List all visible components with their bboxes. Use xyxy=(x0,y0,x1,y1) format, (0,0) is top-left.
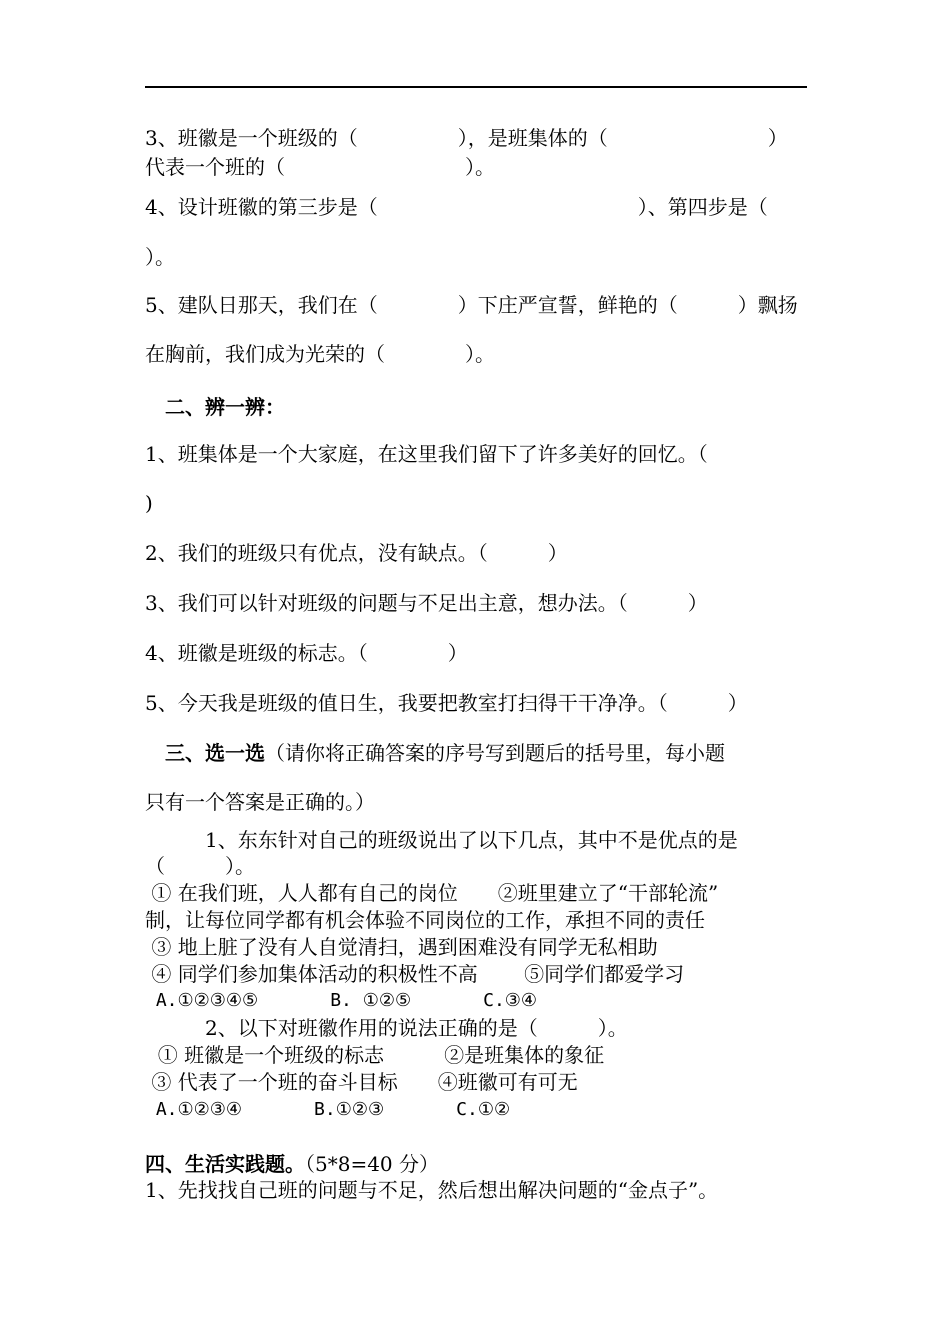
q5-line2: 在胸前，我们成为光荣的（ ）。 xyxy=(145,342,495,366)
q3-line1: 3、班徽是一个班级的（ ），是班集体的（ ） xyxy=(145,126,788,150)
section4-heading-line xyxy=(145,1152,439,1176)
s2-item1: 1、班集体是一个大家庭，在这里我们留下了许多美好的回忆。（ xyxy=(145,442,708,466)
section4-heading: 四、生活实践题。 xyxy=(145,1152,305,1176)
section3-heading: 三、选一选 xyxy=(165,741,265,765)
section3-instruction-2: 只有一个答案是正确的。） xyxy=(145,790,375,814)
s2-item3: 3、我们可以针对班级的问题与不足出主意，想办法。（ ） xyxy=(145,591,708,615)
section4-score: （5*8=40 分） xyxy=(305,1152,440,1176)
s2-item1-close: ) xyxy=(145,491,153,515)
s3-q2-opt1: ① 班徽是一个班级的标志 ②是班集体的象征 xyxy=(145,1043,605,1067)
section2-heading: 二、辨一辨： xyxy=(165,395,285,419)
q4-line1: 4、设计班徽的第三步是（ ）、第四步是（ xyxy=(145,195,768,219)
q4-line2: ）。 xyxy=(145,245,175,269)
top-rule xyxy=(145,86,807,88)
s3-q1-line2: （ ）。 xyxy=(145,854,255,878)
s3-q1-opt4: ④ 同学们参加集体活动的积极性不高 ⑤同学们都爱学习 xyxy=(145,962,685,986)
s3-q1-opt1: ① 在我们班，人人都有自己的岗位 ②班里建立了“干部轮流” xyxy=(145,881,719,905)
s3-q1-opt2: 制，让每位同学都有机会体验不同岗位的工作，承担不同的责任 xyxy=(145,908,705,932)
s3-q1-answers: A.①②③④⑤ B. ①②⑤ C.③④ xyxy=(145,990,538,1011)
s3-q1-line1: 1、东东针对自己的班级说出了以下几点，其中不是优点的是 xyxy=(145,828,738,852)
s3-q2-opt2: ③ 代表了一个班的奋斗目标 ④班徽可有可无 xyxy=(145,1070,578,1094)
s3-q2-answers: A.①②③④ B.①②③ C.①② xyxy=(145,1099,511,1120)
s3-q1-opt3: ③ 地上脏了没有人自觉清扫，遇到困难没有同学无私相助 xyxy=(145,935,658,959)
s2-item5: 5、今天我是班级的值日生，我要把教室打扫得干干净净。（ ） xyxy=(145,691,748,715)
s3-q2-line1: 2、以下对班徽作用的说法正确的是（ ）。 xyxy=(145,1016,628,1040)
q3-line2: 代表一个班的（ ）。 xyxy=(145,155,495,179)
s2-item4: 4、班徽是班级的标志。（ ） xyxy=(145,641,468,665)
s2-item2: 2、我们的班级只有优点，没有缺点。（ ） xyxy=(145,541,568,565)
section3-instruction: （请你将正确答案的序号写到题后的括号里，每小题 xyxy=(265,741,725,765)
q5-line1: 5、建队日那天，我们在（ ）下庄严宣誓，鲜艳的（ ）飘扬 xyxy=(145,293,798,317)
section3-heading-line xyxy=(165,741,725,765)
s4-q1: 1、先找找自己班的问题与不足，然后想出解决问题的“金点子”。 xyxy=(145,1178,719,1202)
